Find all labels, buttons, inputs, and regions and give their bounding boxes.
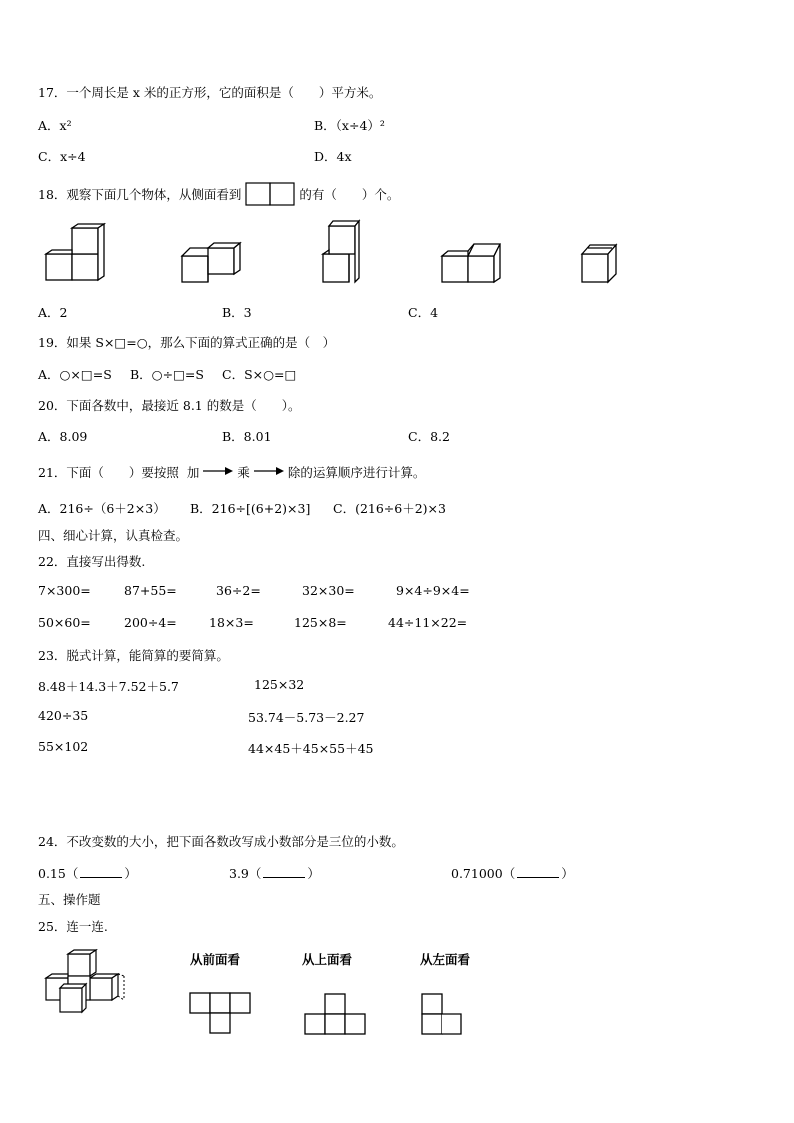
cube-figure-4 xyxy=(440,240,504,286)
arrow-right-icon xyxy=(203,466,233,476)
q23-left-1: 8.48＋14.3＋7.52＋5.7 xyxy=(38,679,179,694)
q22-r2-c3: 18×3= xyxy=(209,615,254,630)
q19-stem: 19．如果 S×□=○，那么下面的算式正确的是（ ） xyxy=(38,335,336,350)
q17-option-b: B．（x÷4）² xyxy=(314,118,385,133)
q21-stem-after: 除的运算顺序进行计算。 xyxy=(287,465,426,480)
q22-r2-c2: 200÷4= xyxy=(124,615,177,630)
q17-option-a: A．x² xyxy=(38,118,72,133)
q23-stem: 23．脱式计算，能简算的要简算。 xyxy=(38,648,229,663)
cube-assembly-figure xyxy=(42,950,132,1018)
q18-stem-before: 18．观察下面几个物体，从侧面看到 xyxy=(38,187,242,202)
q25-stem: 25．连一连. xyxy=(38,919,108,934)
q24-item-2-value: 3.9（ xyxy=(229,866,262,881)
q21-stem xyxy=(38,463,425,481)
q21-option-a: A．216÷（6＋2×3） xyxy=(38,501,166,516)
answer-blank[interactable] xyxy=(263,867,305,878)
q20-option-b: B．8.01 xyxy=(222,429,272,444)
q18-option-b: B．3 xyxy=(222,305,252,320)
q21-stem-before: 21．下面（ ）要按照 xyxy=(38,465,179,480)
q17-option-d: D．4x xyxy=(314,149,352,164)
q19-option-c: C．S×○=□ xyxy=(222,367,297,382)
q21-option-c: C．(216÷6＋2)×3 xyxy=(333,501,446,516)
q24-item-1 xyxy=(38,864,137,882)
section-4-title: 四、细心计算，认真检查。 xyxy=(38,528,189,543)
q21-option-b: B．216÷[(6+2)×3] xyxy=(190,501,311,516)
cube-figure-3 xyxy=(321,218,363,286)
q24-item-1-value: 0.15（ xyxy=(38,866,79,881)
q23-right-1: 125×32 xyxy=(254,677,305,692)
flow-step-multiply: 乘 xyxy=(237,465,250,480)
q18-option-c: C．4 xyxy=(408,305,439,320)
q22-stem: 22．直接写出得数. xyxy=(38,554,146,569)
answer-blank[interactable] xyxy=(517,867,559,878)
arrow-right-icon xyxy=(254,466,284,476)
q24-item-3-value: 0.71000（ xyxy=(451,866,516,881)
view-label-top: 从上面看 xyxy=(302,952,353,967)
q23-left-2: 420÷35 xyxy=(38,708,89,723)
view-label-front: 从前面看 xyxy=(190,952,241,967)
q22-r1-c2: 87+55= xyxy=(124,583,177,598)
q24-stem: 24．不改变数的大小，把下面各数改写成小数部分是三位的小数。 xyxy=(38,834,404,849)
view-shape-left xyxy=(421,993,463,1035)
q22-r1-c4: 32×30= xyxy=(302,583,355,598)
q18-option-a: A．2 xyxy=(38,305,68,320)
q24-item-2 xyxy=(229,864,320,882)
side-view-two-squares-icon xyxy=(245,182,295,206)
section-5-title: 五、操作题 xyxy=(38,892,101,907)
close-paren: ） xyxy=(307,866,320,881)
flow-step-add: 加 xyxy=(186,465,200,480)
cube-figure-5 xyxy=(580,242,622,286)
close-paren: ） xyxy=(124,866,137,881)
close-paren: ） xyxy=(561,866,574,881)
q23-right-2: 53.74－5.73－2.27 xyxy=(248,710,365,725)
answer-blank[interactable] xyxy=(80,867,122,878)
view-shape-top xyxy=(304,993,366,1035)
q22-r2-c5: 44÷11×22= xyxy=(388,615,468,630)
q23-right-3: 44×45＋45×55＋45 xyxy=(248,741,374,756)
q23-left-3: 55×102 xyxy=(38,739,89,754)
q19-option-a: A．○×□=S xyxy=(38,367,112,382)
q17-option-c: C．x÷4 xyxy=(38,149,86,164)
q18-stem xyxy=(38,182,399,206)
q22-r1-c3: 36÷2= xyxy=(216,583,261,598)
cube-figure-2 xyxy=(180,240,244,284)
q20-stem: 20．下面各数中，最接近 8.1 的数是（ ）。 xyxy=(38,398,301,413)
q24-item-3 xyxy=(451,864,574,882)
cube-figure-1 xyxy=(44,222,106,284)
view-label-left: 从左面看 xyxy=(420,952,471,967)
q20-option-c: C．8.2 xyxy=(408,429,450,444)
view-shape-front xyxy=(189,992,251,1036)
q19-option-b: B．○÷□=S xyxy=(130,367,204,382)
q22-r1-c5: 9×4÷9×4= xyxy=(396,583,470,598)
q22-r2-c4: 125×8= xyxy=(294,615,347,630)
q22-r1-c1: 7×300= xyxy=(38,583,91,598)
q22-r2-c1: 50×60= xyxy=(38,615,91,630)
q20-option-a: A．8.09 xyxy=(38,429,88,444)
q18-stem-after: 的有（ ）个。 xyxy=(299,187,400,202)
q17-stem: 17．一个周长是 x 米的正方形，它的面积是（ ）平方米。 xyxy=(38,85,382,100)
